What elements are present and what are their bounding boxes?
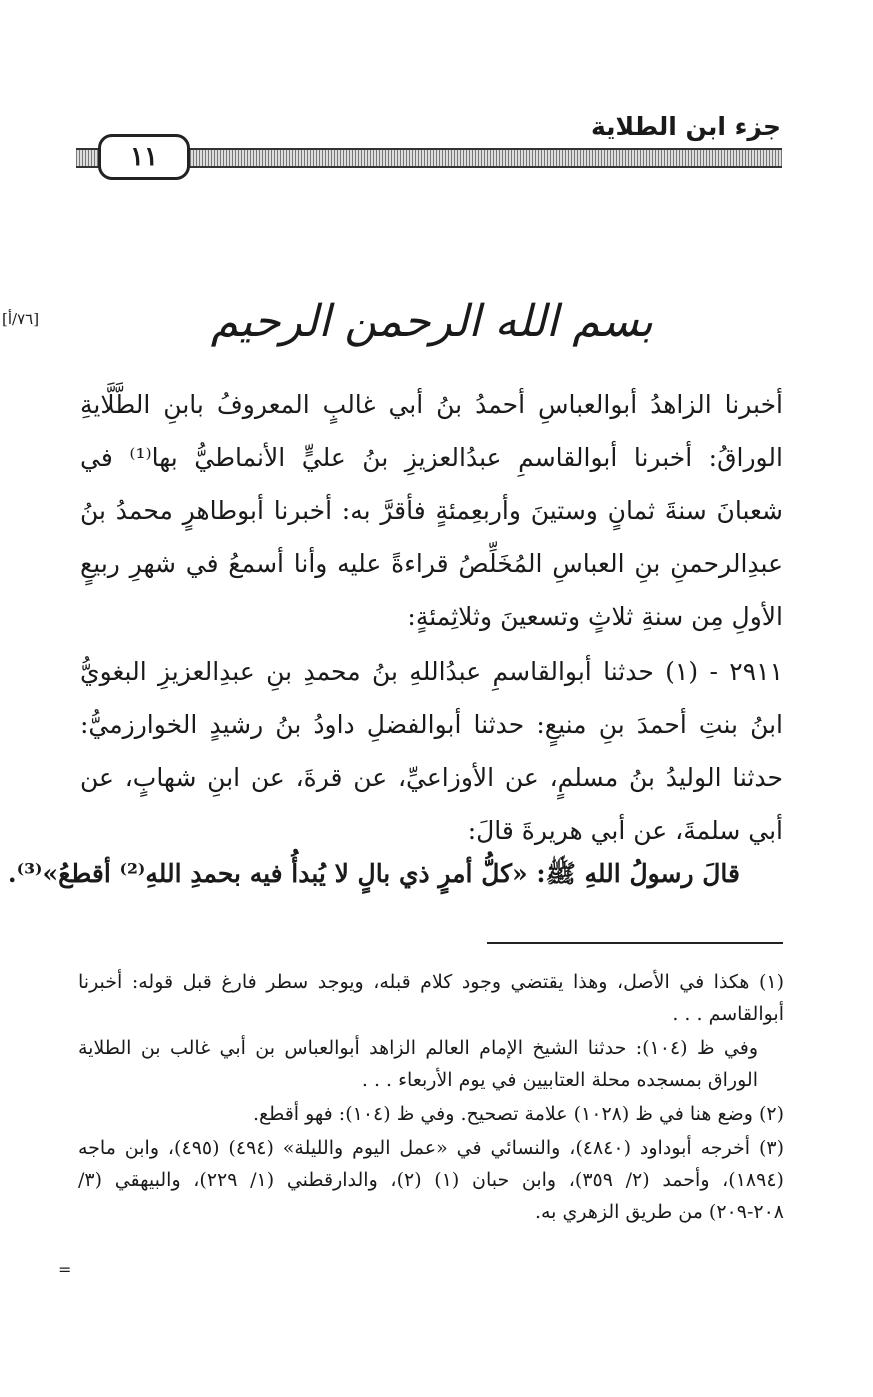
basmala: بسم الله الرحمن الرحيم (210, 296, 653, 347)
footnotes (78, 966, 784, 1230)
footnote-3: (٣) أخرجه أبوداود (٤٨٤٠)، والنسائي في «عمل اليوم والليلة» (٤٩٤) (٤٩٥)، وابن ماجه (١٨٩٤)، وأحمد (٢/ ٣٥٩)، وابن حبان (١) (٢)، والدارقطني (١/ ٢٢٩)، والبيهقي (٣/ ٢٠٨-٢٠٩) من طريق الزهري به. (78, 1137, 784, 1223)
footnote-1-continuation: وفي ظ (١٠٤): حدثنا الشيخ الإمام العالم الزاهد أبوالعباس بن أبي غالب بن الطلاية الوراق بمسجده محلة العتابيين في يوم الأربعاء . . . (78, 1037, 758, 1091)
book-title: جزء ابن الطلاية (590, 112, 781, 141)
continuation-mark: = (58, 1260, 72, 1279)
footnote-1: (١) هكذا في الأصل، وهذا يقتضي وجود كلام قبله، ويوجد سطر فارغ قبل قوله: أخبرنا أبوالقاسم . . . (78, 971, 784, 1025)
hadith-text: قالَ رسولُ اللهِ ﷺ: «كلُّ أمرٍ ذي بالٍ لا يُبدأُ فيه بحمدِ اللهِ⁽²⁾ أقطعُ»⁽³⁾. (7, 859, 740, 888)
footnote-2: (٢) وضع هنا في ظ (١٠٢٨) علامة تصحيح. وفي ظ (١٠٤): فهو أقطع. (252, 1103, 784, 1125)
folio-marker: [٧٦/أ] (2, 310, 40, 328)
hadith-chain-paragraph: ٢٩١١ - (١) حدثنا أبوالقاسمِ عبدُاللهِ بنُ محمدِ بنِ عبدِالعزيزِ البغويُّ ابنُ بنتِ أحمدَ بنِ منيعٍ: حدثنا أبوالفضلِ داودُ بنُ رشيدٍ الخوارزميُّ: حدثنا الوليدُ بنُ مسلمٍ، عن الأوزاعيِّ، عن قرةَ، عن ابنِ شهابٍ، عن أبي سلمةَ، عن أبي هريرةَ قالَ: (80, 657, 783, 845)
intro-paragraph: أخبرنا الزاهدُ أبوالعباسِ أحمدُ بنُ أبي غالبٍ المعروفُ بابنِ الطَّلَّايةِ الوراقُ: أخبرنا أبوالقاسمِ عبدُالعزيزِ بنُ عليٍّ الأنماطيُّ بها⁽¹⁾ في شعبانَ سنةَ ثمانٍ وستينَ وأربعِمئةٍ فأقرَّ به: أخبرنا أبوطاهرٍ محمدُ بنُ عبدِالرحمنِ بنِ العباسِ المُخَلِّصُ قراءةً عليه وأنا أسمعُ في شهرِ ربيعٍ الأولِ مِن سنةِ ثلاثٍ وتسعينَ وثلاثِمئةٍ: (80, 390, 783, 631)
footnote-separator (487, 942, 783, 944)
page-number: ١١ (98, 134, 190, 180)
